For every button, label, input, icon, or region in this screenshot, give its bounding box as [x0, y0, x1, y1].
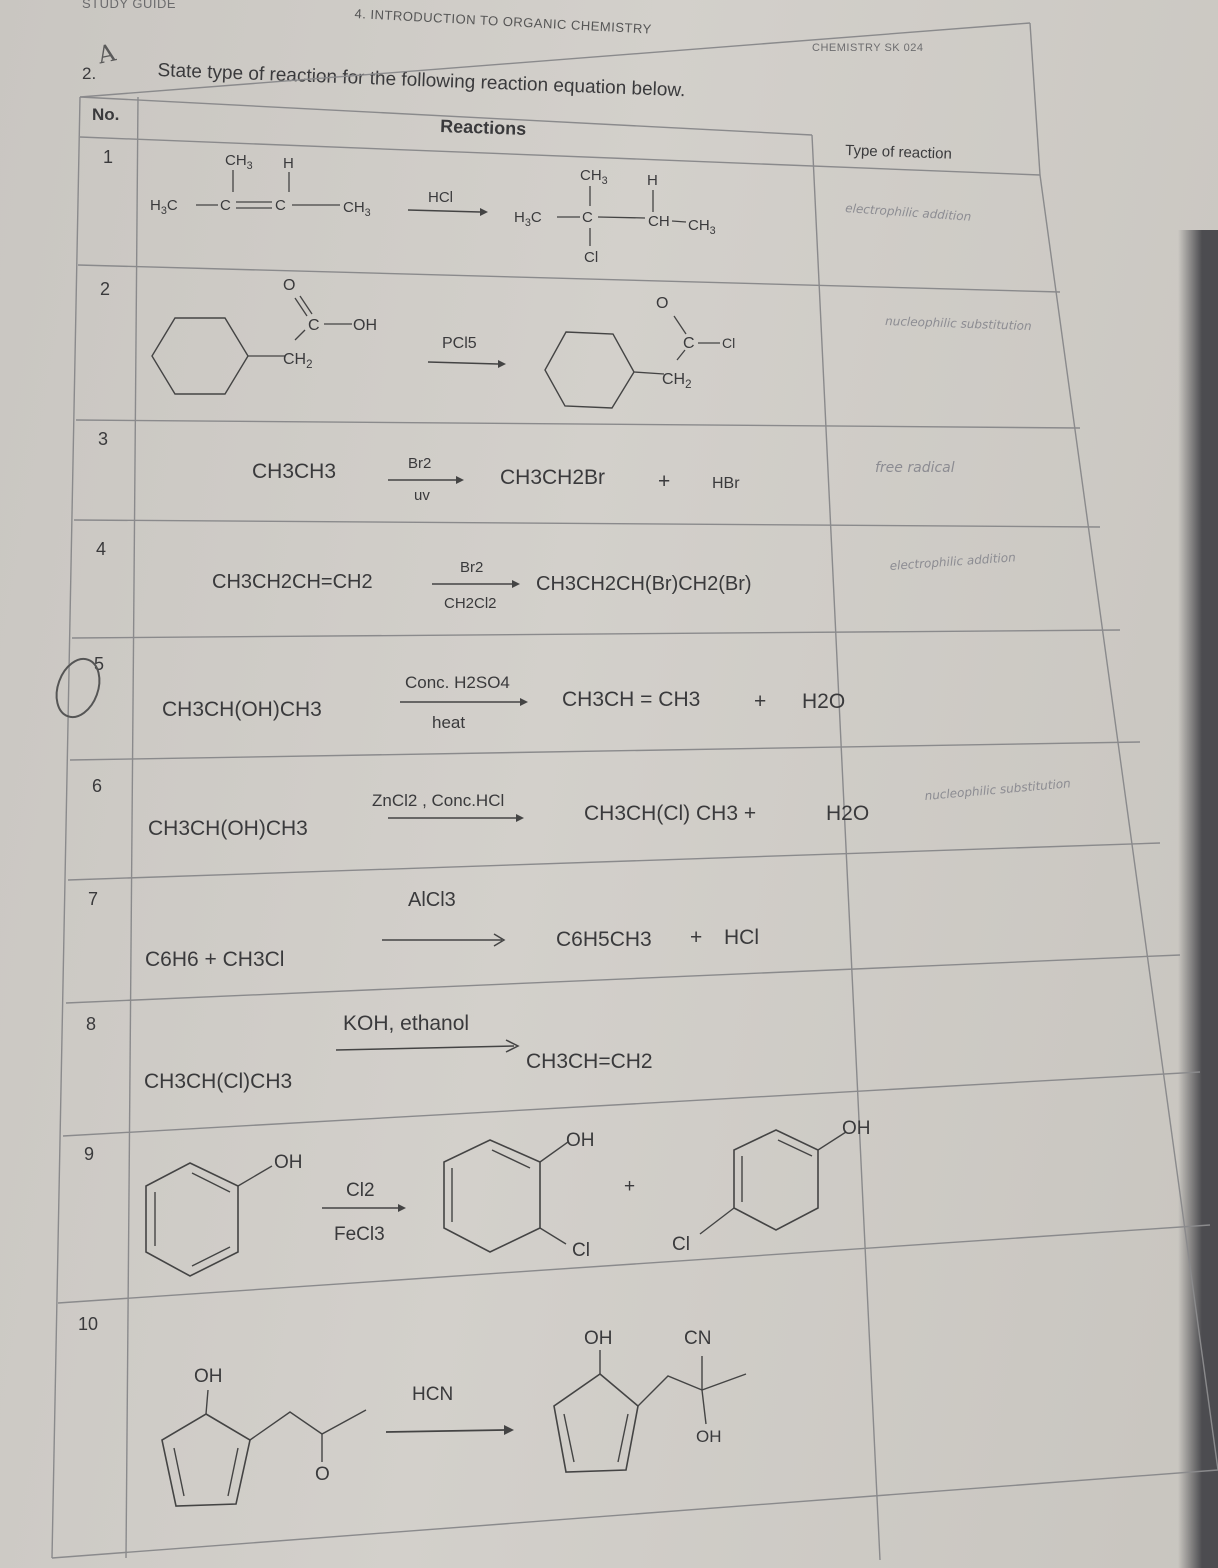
row10-reaction [162, 1328, 746, 1506]
col-header-no: No. [92, 105, 120, 124]
reagent-bottom: CH2Cl2 [444, 595, 497, 612]
plus-sign: + [624, 1176, 636, 1197]
svg-text:C: C [683, 335, 695, 352]
svg-text:CH3: $CH_3$ [688, 217, 716, 237]
product-formula: CH3CH2Br [500, 466, 606, 489]
reagent-top: HCN [412, 1384, 454, 1405]
reactant-formula: CH3CH3 [252, 460, 337, 483]
svg-text:Cl: Cl [572, 1240, 590, 1261]
row5-reaction [162, 673, 845, 732]
svg-text:OH: OH [696, 1427, 722, 1446]
svg-text:H: H [647, 172, 658, 189]
reagent-label: HCl [428, 189, 453, 206]
col-header-type: Type of reaction [844, 142, 953, 163]
row-number: 1 [103, 147, 114, 167]
svg-text:CH2: $CH_2$ [283, 351, 313, 371]
answer-handwritten: electrophilic addition [844, 201, 972, 224]
svg-text:Cl: Cl [672, 1234, 690, 1255]
row-number: 7 [88, 889, 99, 909]
handwritten-annotation: A [95, 38, 119, 70]
reactant-formula: C6H6 + CH3Cl [145, 948, 285, 971]
svg-text:OH: OH [842, 1118, 871, 1139]
row2-reaction [152, 277, 735, 408]
svg-text:CN: CN [684, 1328, 712, 1349]
product-formula: C6H5CH3 [556, 928, 652, 951]
reagent-top: Cl2 [346, 1180, 375, 1201]
row-number: 2 [100, 279, 111, 299]
svg-text:H3C: $H_3C$ [514, 209, 542, 229]
svg-text:CH2: $CH_2$ [662, 371, 692, 391]
row3-reaction [252, 455, 740, 504]
answer-handwritten: electrophilic addition [889, 550, 1017, 573]
row7-reaction [145, 889, 759, 971]
plus-sign: + [658, 470, 671, 493]
reagent-label: PCl5 [442, 335, 477, 352]
reagent-top: AlCl3 [408, 889, 456, 911]
byproduct-formula: HCl [724, 926, 759, 949]
svg-text:CH: CH [648, 213, 670, 230]
row-number: 10 [78, 1314, 99, 1334]
reagent-top: Conc. H2SO4 [405, 673, 510, 692]
svg-text:OH: OH [194, 1366, 223, 1387]
reactant-formula: CH3CH(OH)CH3 [148, 817, 308, 840]
byproduct-formula: HBr [712, 475, 740, 492]
answer-handwritten: free radical [875, 460, 955, 476]
svg-text:OH: OH [584, 1328, 613, 1349]
svg-text:C: C [275, 197, 286, 214]
reagent-top: ZnCl2 , Conc.HCl [372, 791, 505, 810]
product-formula: CH3CH2CH(Br)CH2(Br) [536, 573, 752, 595]
row-number: 5 [94, 654, 105, 674]
svg-text:O: O [283, 277, 296, 294]
question-text: State type of reaction for the following reaction equation below. [157, 60, 686, 102]
reagent-bottom: uv [414, 487, 430, 504]
plus-sign: + [754, 690, 767, 713]
row-number: 3 [98, 429, 109, 449]
row6-reaction [148, 791, 869, 840]
byproduct-formula: H2O [826, 802, 870, 825]
svg-text:Cl: Cl [722, 335, 736, 351]
answer-handwritten: nucleophilic substitution [924, 776, 1072, 803]
reagent-top: KOH, ethanol [343, 1012, 470, 1035]
row-number: 8 [86, 1014, 97, 1034]
svg-text:C: C [582, 209, 593, 226]
product-formula: CH3CH(Cl) CH3 + [584, 802, 757, 825]
row9-reaction [146, 1118, 871, 1276]
reactant-formula: CH3CH2CH=CH2 [212, 571, 373, 593]
row-number: 4 [96, 539, 107, 559]
row-number: 6 [92, 776, 103, 796]
header-right: CHEMISTRY SK 024 [812, 42, 924, 54]
svg-text:OH: OH [566, 1130, 595, 1151]
reagent-top: Br2 [460, 559, 484, 576]
product-formula: CH3CH=CH2 [526, 1050, 653, 1073]
svg-text:O: O [315, 1464, 330, 1485]
question-number: 2. [82, 64, 97, 83]
row4-reaction [212, 559, 752, 612]
svg-text:OH: OH [274, 1152, 303, 1173]
svg-text:C: C [308, 317, 320, 334]
row8-reaction [144, 1012, 653, 1093]
header-center: 4. INTRODUCTION TO ORGANIC CHEMISTRY [354, 6, 653, 37]
svg-text:CH3: $CH_3$ [343, 199, 371, 219]
svg-text:CH3: $CH_3$ [225, 152, 253, 172]
svg-text:OH: OH [353, 317, 377, 334]
reagent-bottom: FeCl3 [334, 1224, 385, 1245]
svg-text:C: C [220, 197, 231, 214]
svg-text:H3C: $H_3C$ [150, 197, 178, 217]
col-header-reactions: Reactions [439, 116, 527, 140]
svg-text:Cl: Cl [584, 249, 599, 266]
row-number: 9 [84, 1144, 95, 1164]
svg-text:H: H [283, 155, 294, 172]
product-formula: CH3CH = CH3 [562, 688, 701, 711]
reactant-formula: CH3CH(Cl)CH3 [144, 1070, 293, 1093]
reagent-bottom: heat [432, 713, 466, 732]
plus-sign: + [690, 926, 703, 949]
byproduct-formula: H2O [802, 690, 846, 713]
header-left: STUDY GUIDE [82, 0, 177, 11]
svg-text:O: O [656, 295, 669, 312]
reactant-formula: CH3CH(OH)CH3 [162, 698, 322, 721]
row1-reaction [150, 152, 716, 266]
svg-text:CH3: $CH_3$ [580, 167, 608, 187]
reagent-top: Br2 [408, 455, 432, 472]
answer-handwritten: nucleophilic substitution [884, 314, 1032, 334]
